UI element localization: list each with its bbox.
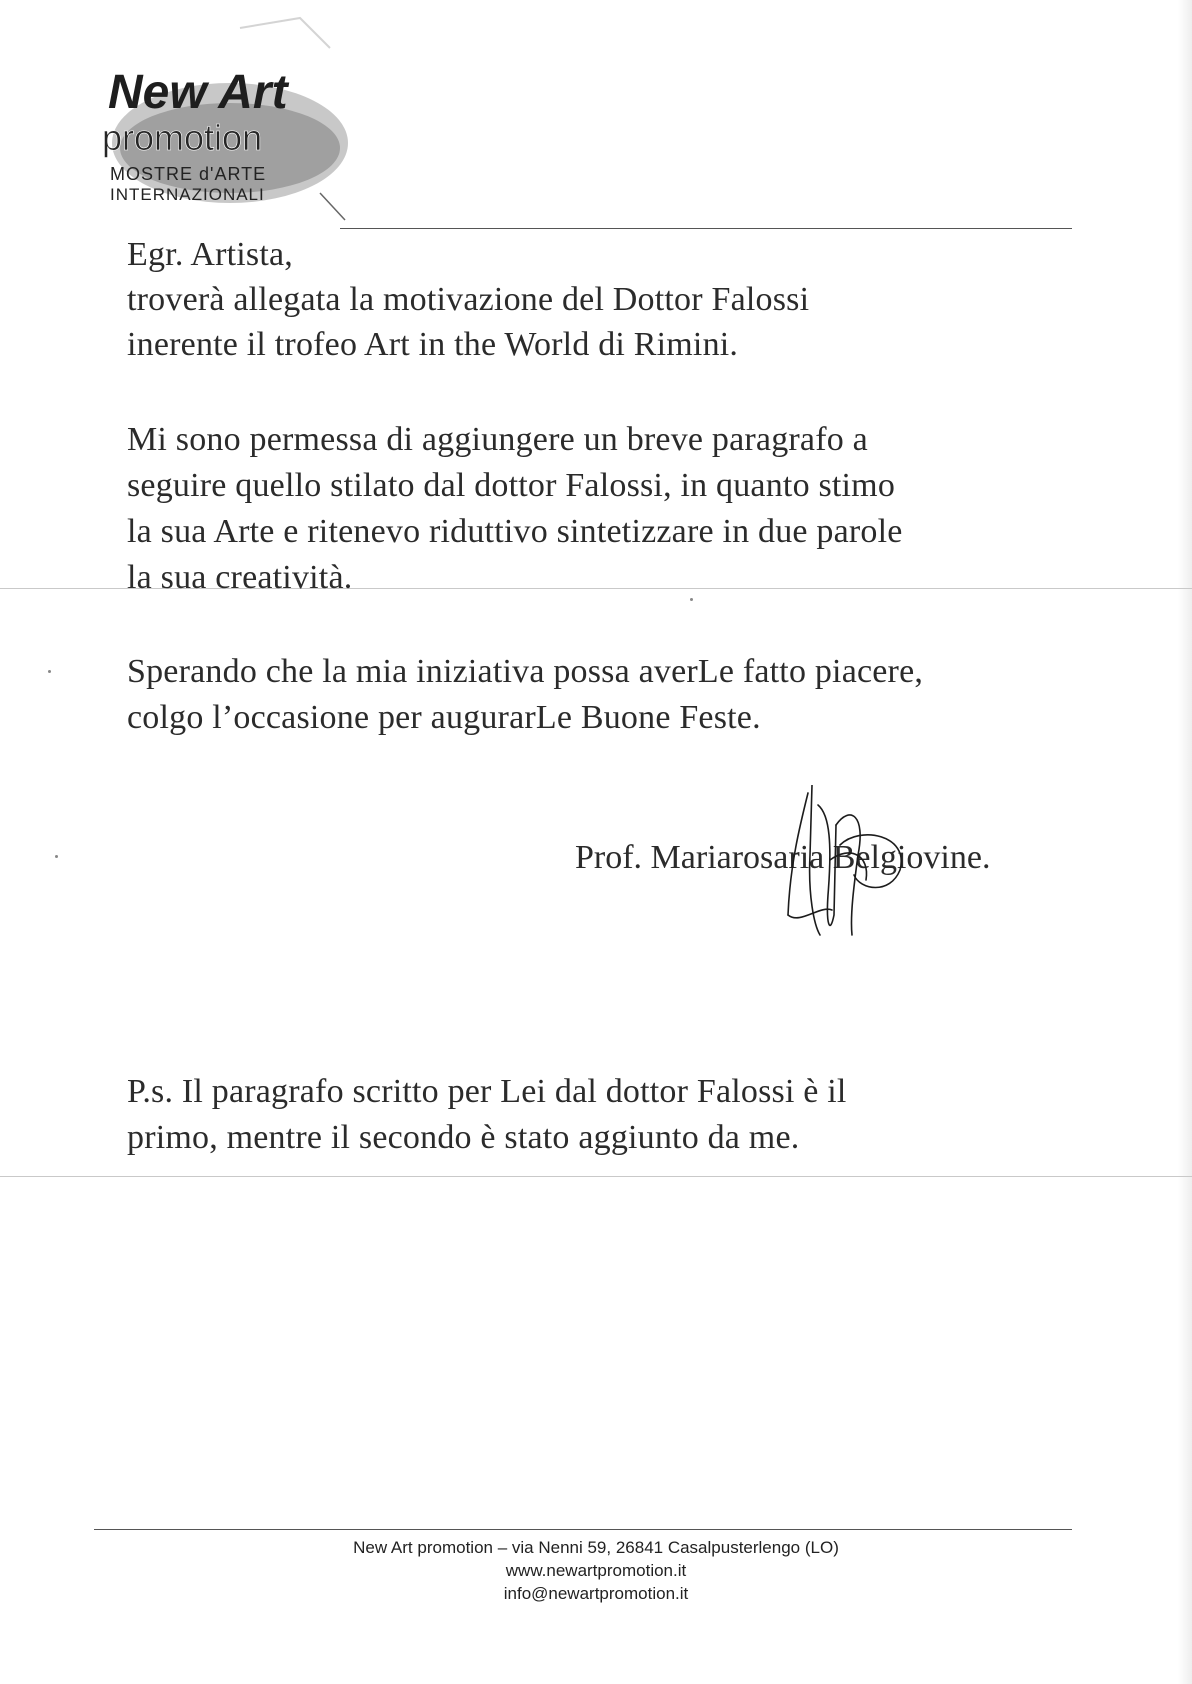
paragraph1-line: inerente il trofeo Art in the World di Rimini. bbox=[127, 326, 739, 363]
paragraph1-line: troverà allegata la motivazione del Dottor Falossi bbox=[127, 281, 810, 318]
header-rule bbox=[340, 228, 1072, 229]
logo-graphic bbox=[90, 8, 390, 228]
company-logo bbox=[90, 8, 390, 228]
logo-text-internazionali: INTERNAZIONALI bbox=[110, 185, 265, 204]
scan-speck bbox=[55, 855, 58, 858]
footer-address: New Art promotion – via Nenni 59, 26841 Casalpusterlengo (LO) bbox=[353, 1538, 839, 1557]
handwritten-signature bbox=[770, 785, 920, 950]
scan-speck bbox=[690, 598, 693, 601]
postscript-line: primo, mentre il secondo è stato aggiunto da me. bbox=[127, 1119, 800, 1156]
paragraph3-line: colgo l’occasione per augurarLe Buone Feste. bbox=[127, 699, 761, 736]
salutation: Egr. Artista, bbox=[127, 236, 293, 273]
signature-name: Prof. Mariarosaria Belgiovine. bbox=[575, 839, 991, 876]
paragraph3-line: Sperando che la mia iniziativa possa averLe fatto piacere, bbox=[127, 653, 924, 690]
footer-rule bbox=[94, 1529, 1072, 1530]
footer-email: info@newartpromotion.it bbox=[503, 1584, 689, 1603]
fold-crease bbox=[0, 1176, 1192, 1177]
logo-text-promotion: promotion bbox=[102, 117, 263, 158]
scan-edge bbox=[1178, 0, 1192, 1684]
paragraph2-line: Mi sono permessa di aggiungere un breve paragrafo a bbox=[127, 421, 868, 458]
paragraph2-line: seguire quello stilato dal dottor Falossi, in quanto stimo bbox=[127, 467, 896, 504]
paragraph2-line: la sua creatività. bbox=[127, 559, 353, 596]
logo-text-new-art: New Art bbox=[108, 66, 288, 119]
paragraph2-line: la sua Arte e ritenevo riduttivo sintetizzare in due parole bbox=[127, 513, 903, 550]
signature-graphic bbox=[770, 785, 920, 950]
footer-website: www.newartpromotion.it bbox=[505, 1561, 687, 1580]
logo-text-mostre: MOSTRE d'ARTE bbox=[110, 164, 267, 184]
scan-speck bbox=[48, 670, 51, 673]
postscript-line: P.s. Il paragrafo scritto per Lei dal dottor Falossi è il bbox=[127, 1073, 847, 1110]
